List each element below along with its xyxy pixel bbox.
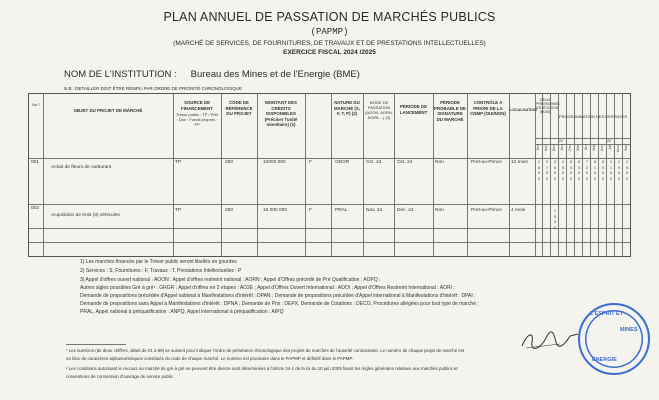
col-programmation: PROGRAMMATION DES DÉPENSES (558, 114, 628, 119)
col-nature: NATURE DU MARCHÉ (S, F, T, P) (2) (333, 100, 361, 116)
year-label: 25 (607, 139, 611, 143)
month-label: Aout (616, 145, 620, 152)
month-label: Sep (624, 145, 628, 152)
fiscal-year: EXERCICE FISCAL 2024 /2025 (283, 49, 376, 56)
row-1-source: TP (175, 160, 182, 165)
institution-name: Bureau des Mines et de l'Energie (BME) (190, 69, 360, 80)
row-1-nature: F (309, 160, 312, 165)
row-1-montant: 10000 000 (263, 160, 286, 165)
document-acronym: (PAPMP) (310, 27, 349, 37)
col-source-detail: Trésor public : TP / Prêt : Don : Fonds propres : FP (176, 112, 218, 127)
nb-note: N.B : DETAILLER DOIT ÊTRE REMPLI PAR ORDRE DE PRIORITÉ CHRONOLOGIQUE (64, 86, 243, 91)
row-2-delai: 4 mois (511, 208, 526, 213)
month-label: Nov (544, 145, 548, 152)
row-2-controle: Non (435, 208, 444, 213)
col-mode: MODE DE PASSATION (AOON, AORN, AOIRL...) (3) (365, 100, 393, 120)
row-1-spending: 1 5 0 0 (625, 159, 629, 181)
col-objet: OBJET DU PROJET DE MARCHÉ (73, 108, 143, 113)
row-1-spending: 8 1 0 0 (593, 159, 597, 181)
month-label: Mai (592, 145, 596, 151)
note-line: PRAL, Appel national à préqualification : ANPQ, Appel international à préqualification : AIPQ (80, 309, 284, 315)
month-label: Mar (576, 145, 580, 151)
row-1-objet: Achat de fleurs de carburant (51, 165, 112, 170)
row-2-signature: Déc. 24 (397, 208, 414, 213)
signature-mark (520, 328, 580, 352)
row-2-mode: PRAL (335, 208, 348, 213)
row-1-spending: 6 3 0 0 (577, 159, 581, 181)
row-2-localisation: Port-au-Prince (471, 208, 502, 213)
row-1-spending: 2 7 5 0 (545, 159, 549, 181)
row-1-spending: 1 9 0 0 (617, 159, 621, 181)
row-1-controle: Non (435, 160, 444, 165)
row-1-code: 280 (225, 160, 234, 165)
row-1-spending: 7 2 0 0 (585, 159, 589, 181)
row-1-spending: 4 5 0 0 (561, 159, 565, 181)
footnote-line: un bloc de caractères alphanumériques constitués du code de chaque marché. Le numéro est provisoire dans le PAPMP et définitif dans le PAPMP. (66, 356, 353, 361)
note-line: 2) Services : S, Fournitures : F, Travaux : T, Prestations Intellectuelles : P (80, 268, 242, 274)
note-line: Autres sigles possibles Gré à gré¹ : GRGR ; Appel d'offres en 2 étapes : AO2E ; Appel d'Offres Ouvert International : AOOI ; Appel d'Offres Restreint International : AORI ; (80, 285, 455, 291)
month-label: Oct (536, 145, 540, 151)
row-2-nature: F (309, 208, 312, 213)
col-signature: PÉRIODE PROBABLE DE SIGNATURE DU MARCHÉ (434, 100, 466, 122)
month-label: Dec (552, 145, 556, 152)
row-2-objet: Acquisition de trois (3) véhicules (51, 213, 120, 218)
note-line: 1) Les marchés financés par le Trésor public seront libellés en gourdes (80, 259, 237, 265)
month-label: Juin (600, 145, 604, 152)
stamp-side-text: MINES (620, 327, 638, 333)
month-label: Juil (608, 145, 612, 151)
col-code: CODE DE RÉFÉRENCE DU PROJET (225, 100, 253, 116)
document-title: PLAN ANNUEL DE PASSATION DE MARCHÉS PUBLICS (163, 10, 496, 24)
row-1-periode: Oct. 24 (366, 160, 382, 165)
row-2-source: TP (175, 208, 182, 213)
procurement-table (28, 93, 631, 257)
footnote-line: ¹ Les numéros (de deux chiffres, allant de 01 à 99) se suivent pour indiquer l'ordre de préséance chronologique des projets de marchés de l'autorité contractante. Le numéro de chaque projet de marché est (66, 348, 465, 353)
col-periode: PÉRIODE DE LANCEMENT (399, 104, 428, 115)
official-stamp (578, 303, 650, 375)
col-localisation: LOCALISATION (510, 108, 537, 112)
stamp-top-text: L'ESPRIT ET (590, 311, 624, 317)
month-label: Fev (568, 145, 572, 151)
col-controle: CONTRÔLE A PRIORI DE LA CNMP (OUI/NON) (470, 100, 506, 116)
note-line: Demande de propositions sans Appel à Manifestations d'intérêt : DPNA ; Demande de Prix : DEPX, Demande de Cotations : DECO, Procédures allégées pour tout type de marché ; (80, 301, 479, 307)
year-label: 24 (559, 139, 563, 143)
col-delai: DÉLAI PRÉVISIONNEL D'EXÉCUTION (MOIS) (536, 98, 561, 115)
footnote-line: ² Les conditions autorisant le recours au marché de gré à gré ne peuvent être directe sont déterminées à l'article 34-1 de la loi du 10 juin 2009 fixant les règles générales relatives aux marchés publics et (66, 366, 458, 371)
footnote-line: conventions de concession d'ouvrage de service public. (66, 374, 175, 379)
institution-label: NOM DE L'INSTITUTION : (64, 69, 177, 80)
row-2-spending: 1 5 0 0 (553, 208, 557, 230)
col-no: No.¹ (32, 102, 40, 107)
footnote-divider (66, 344, 126, 345)
row-1-delai: 12 mois (511, 160, 528, 165)
row-1-mode: GRGR (335, 160, 350, 165)
row-1-localisation: Port-au-Prince (471, 160, 502, 165)
row-2-no: 002 (31, 206, 40, 211)
row-1-spending: 1 1 0 0 (609, 159, 613, 181)
row-1-signature: Oct. 24 (397, 160, 413, 165)
month-label: Jan (560, 145, 564, 151)
row-1-no: 001 (31, 160, 40, 165)
row-1-spending: 3 6 0 0 (553, 159, 557, 181)
stamp-bottom-text: ÉNERGIE (592, 357, 617, 363)
col-montant: MONTANT DES CRÉDITS DISPONIBLES (Préciser l'unité monétaire) (1) (264, 100, 298, 127)
row-2-periode: Nov. 24 (366, 208, 383, 213)
month-label: Avr (584, 145, 588, 151)
row-1-spending: 9 0 0 0 (601, 159, 605, 181)
note-line: 3) Appel d'offres ouvert national : AOON ; Appel d'offres restreint national : AORN ; Appel d'Offres précédé de Pré Qualification : AOPQ ; (80, 277, 381, 283)
note-line: Demande de propositions précédée d'Appel national à Manifestations d'intérêt : DPAN ; Demande de propositions précédée d'Appel international à Manifestations d'intérêt : DPAI ; (80, 293, 476, 299)
row-1-spending: 5 4 0 0 (569, 159, 573, 181)
institution-line (64, 69, 360, 80)
row-2-code: 280 (225, 208, 234, 213)
document-subtitle: (MARCHÉ DE SERVICES, DE FOURNITURES, DE TRAVAUX ET DE PRESTATIONS INTELLECTUELLES) (173, 40, 486, 47)
row-2-montant: 15 000 000 (263, 208, 288, 213)
row-1-spending: 1 8 0 0 (537, 159, 541, 181)
col-source: SOURCE DE FINANCEMENT (181, 100, 213, 111)
